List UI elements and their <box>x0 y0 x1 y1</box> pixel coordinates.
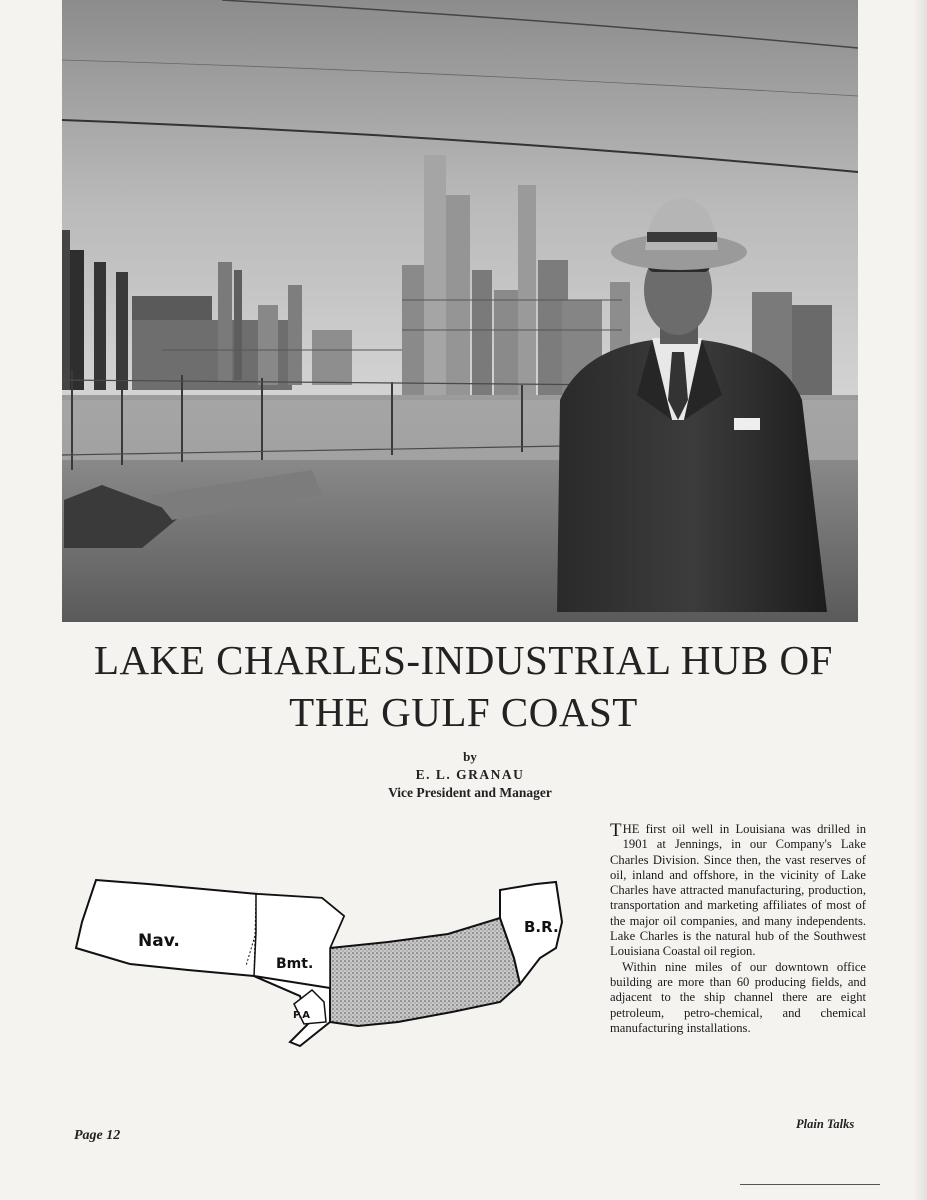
map-label-bmt: Bmt. <box>276 956 314 972</box>
paragraph-1-text: HE first oil well in Louisiana was drilled in 1901 at Jennings, in our Company's Lake Charles Division. Since then, the vast reserves of oil, inland and offshore, in the vicinity of Lake Charles have attracted manufacturing, production, transportation and marketing affiliates of most of the major oil companies, and many independents. Lake Charles is the natural hub of the Southwest Louisiana Coastal oil region. <box>610 822 866 959</box>
article-title <box>40 634 887 738</box>
page-edge <box>913 0 927 1200</box>
map-label-pa: P.A <box>293 1010 311 1021</box>
title-line-2: THE GULF COAST <box>289 689 638 735</box>
byline <box>300 748 640 802</box>
lake-charles-area <box>330 918 520 1026</box>
title-line-1: LAKE CHARLES-INDUSTRIAL HUB OF <box>94 637 833 683</box>
article-body <box>610 822 866 1036</box>
paragraph-1 <box>610 822 866 960</box>
author-name: E. L. GRANAU <box>415 767 525 782</box>
paragraph-2: Within nine miles of our downtown office building are more than 60 producing fields, and adjacent to the ship channel there are eight petroleum, petro-chemical, and chemical manufacturing installations. <box>610 959 866 1035</box>
page-number: Page 12 <box>74 1128 121 1143</box>
map-label-nav: Nav. <box>138 931 180 951</box>
refinery-photo <box>62 0 858 622</box>
publication-name: Plain Talks <box>796 1117 855 1131</box>
drop-cap: T <box>610 820 622 841</box>
map-label-br: B.R. <box>524 918 559 936</box>
division-map <box>68 872 574 1062</box>
author-title: Vice President and Manager <box>388 785 552 800</box>
bottom-rule <box>740 1184 880 1185</box>
by-label: by <box>463 749 477 764</box>
